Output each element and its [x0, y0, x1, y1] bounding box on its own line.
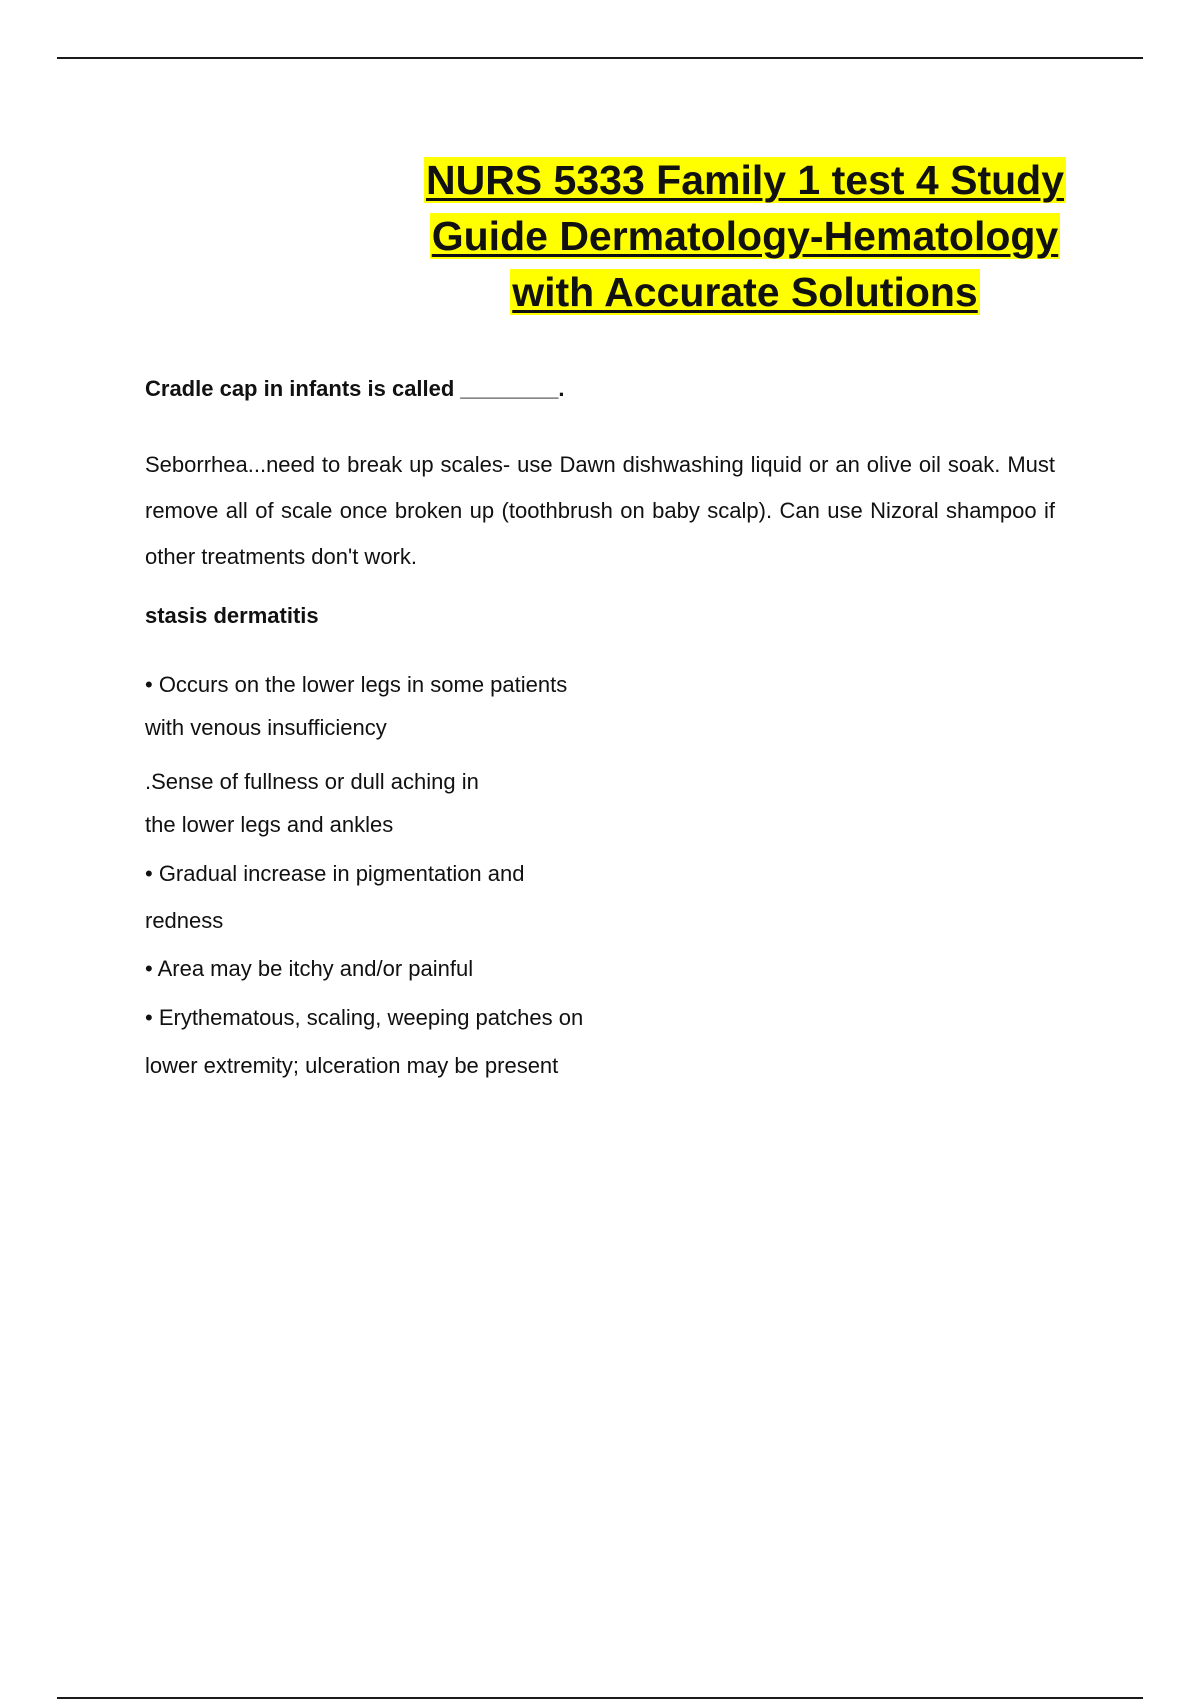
answer-line: lower extremity; ulceration may be present: [145, 1053, 559, 1078]
title-line-3: with Accurate Solutions: [512, 269, 978, 315]
top-rule: [57, 57, 1143, 59]
answer-cradle-cap: Seborrhea...need to break up scales- use Dawn dishwashing liquid or an olive oil soak. Must remove all of scale once broken up (toothbrush on baby scalp). Can use Nizoral shampoo if other treatments don't work.: [145, 452, 1055, 569]
question-cradle-cap: Cradle cap in infants is called ________.: [145, 376, 565, 401]
answer-line: .Sense of fullness or dull aching in: [145, 769, 479, 794]
answer-line: • Occurs on the lower legs in some patients: [145, 672, 568, 697]
document-title: [360, 152, 1130, 320]
answer-line: the lower legs and ankles: [145, 812, 394, 837]
answer-line: • Area may be itchy and/or painful: [145, 956, 474, 981]
answer-line: redness: [145, 908, 224, 933]
answer-line: • Erythematous, scaling, weeping patches on: [145, 1005, 584, 1030]
question-stasis-dermatitis: stasis dermatitis: [145, 603, 319, 628]
title-line-2: Guide Dermatology-Hematology: [431, 213, 1059, 259]
answer-line: • Gradual increase in pigmentation and: [145, 861, 525, 886]
bottom-rule: [57, 1697, 1143, 1699]
answer-line: with venous insufficiency: [145, 715, 387, 740]
title-line-1: NURS 5333 Family 1 test 4 Study: [425, 157, 1065, 203]
